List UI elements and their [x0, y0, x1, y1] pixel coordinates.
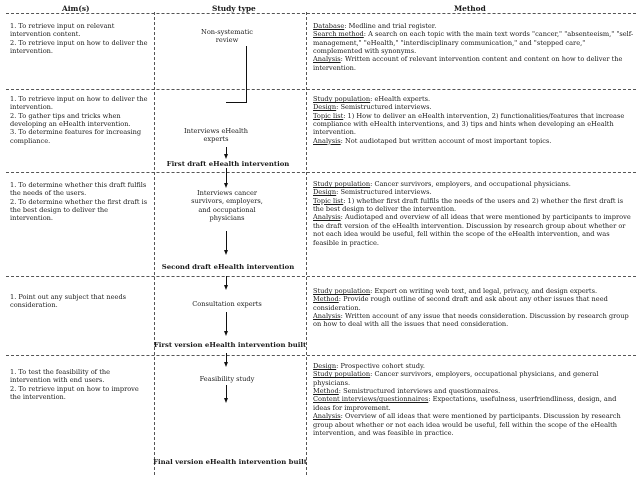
method-label: Search method — [313, 30, 364, 39]
method-text: : A search on each topic with the main text words "cancer," "absenteeism," "self-management," "eHealth," "interdisciplinary communication," and "stepped care," complemented with synonyms. — [313, 30, 634, 56]
row-5-study-type: Feasibility study — [199, 375, 255, 383]
method-text: : Prospective cohort study. — [336, 362, 425, 370]
method-label: Database — [313, 22, 345, 30]
method-text: : Semistructured interviews and questionnaires. — [338, 387, 501, 396]
aim-item: 1. To test the feasibility of the intervention with end users. — [10, 368, 111, 385]
method-text: : Audiotaped and overview of all ideas that were mentioned by participants to improve the draft version of the eHealth intervention. Discussion by research group about whether or not each idea would be useful, fell within the scope of the eHealth intervention, and was feasible in practice. — [313, 213, 631, 247]
flow-arrow-icon — [224, 154, 228, 159]
method-text: : Overview of all ideas that were mentioned by participants. Discussion by research group about whether or not each idea would be useful, fell within the scope of the eHealth intervention, and was feasible in practice. — [313, 412, 621, 437]
row-5-aims — [10, 368, 150, 401]
flow-line — [226, 168, 227, 184]
method-label: Method — [313, 387, 339, 396]
method-text: : Written account of any issue that needs consideration. Discussion by research group on how to deal with all the issues that need consideration. — [313, 312, 629, 329]
flow-arrow-icon — [224, 398, 228, 403]
row-2-study-type: Interviews eHealth experts — [184, 127, 248, 144]
row-5-method — [313, 362, 635, 437]
flow-arrow-icon — [224, 183, 228, 188]
flow-line — [226, 312, 227, 332]
method-text: : Written account of relevant intervention content and content on how to deliver the intervention. — [313, 55, 623, 72]
column-divider-1 — [154, 12, 155, 475]
row-4-study-type: Consultation experts — [192, 300, 262, 308]
method-label: Analysis — [313, 136, 341, 145]
aim-item: 3. To determine features for increasing compliance. — [10, 128, 142, 145]
method-text: : Semistructured interviews. — [336, 188, 432, 197]
method-label: Analysis — [313, 55, 341, 64]
row-4-aims — [10, 293, 150, 310]
row-5-output: Final version eHealth intervention built — [153, 458, 307, 466]
flow-arrow-icon — [224, 362, 228, 367]
aim-item: 2. To gather tips and tricks when developing an eHealth intervention. — [10, 111, 131, 129]
method-label: Method — [313, 295, 339, 304]
flow-line — [226, 231, 227, 251]
method-text: : Not audiotaped but written account of most important topics. — [340, 136, 552, 145]
row-divider-4 — [6, 355, 636, 356]
method-label: Study population — [313, 370, 371, 379]
method-text: : Cancer survivors, employers, occupational physicians, and general physicians. — [313, 370, 599, 387]
method-text: : 1) How to deliver an eHealth intervention, 2) functionalities/features that increase compliance with eHealth interventions, and 3) tips and hints when developing an eHealth intervention. — [313, 111, 625, 137]
row-2-method — [313, 95, 635, 145]
review-connector-line — [246, 46, 247, 102]
column-divider-2 — [306, 12, 307, 475]
row-divider-2 — [6, 172, 636, 173]
method-label: Design — [313, 103, 337, 112]
row-2-output: First draft eHealth intervention — [166, 160, 290, 168]
method-label: Topic list — [313, 196, 344, 205]
method-label: Study population — [313, 180, 371, 188]
method-text: : eHealth experts. — [370, 95, 431, 103]
aims-header: Aim(s) — [62, 4, 90, 13]
row-divider-1 — [6, 89, 636, 90]
aim-item: 1. To retrieve input on how to deliver the intervention. — [10, 95, 148, 112]
method-label: Study population — [313, 95, 371, 103]
method-text: : 1) whether first draft fulfils the needs of the users and 2) whether the first draft is the best design to deliver the intervention. — [313, 196, 624, 214]
method-text: : Semistructured interviews. — [336, 103, 432, 112]
flow-arrow-icon — [224, 285, 228, 290]
row-3-aims — [10, 181, 150, 223]
aim-item: 2. To determine whether the first draft is the best design to deliver the intervention. — [10, 197, 148, 223]
flow-line — [226, 385, 227, 399]
method-text: : Cancer survivors, employers, and occupational physicians. — [370, 180, 571, 188]
row-3-method — [313, 180, 635, 247]
row-divider-3 — [6, 276, 636, 277]
row-3-study-type: Interviews cancer survivors, employers, and occupational physicians — [191, 189, 263, 223]
row-1-aims — [10, 22, 150, 55]
method-label: Analysis — [313, 312, 341, 321]
aim-item: 1. To determine whether this draft fulfils the needs of the users. — [10, 181, 147, 198]
method-label: Analysis — [313, 213, 341, 222]
aim-item: 1. To retrieve input on relevant intervention content. — [10, 22, 115, 39]
aim-item: 2. To retrieve input on how to improve the intervention. — [10, 384, 139, 402]
method-label: Design — [313, 362, 337, 370]
method-text: : Medline and trial register. — [344, 22, 437, 30]
header-divider — [6, 13, 636, 14]
row-3-output: Second draft eHealth intervention — [161, 263, 295, 271]
row-4-method — [313, 287, 635, 329]
method-label: Design — [313, 188, 337, 197]
method-text: : Expert on writing web text, and legal, privacy, and design experts. — [370, 287, 598, 295]
method-label: Topic list — [313, 111, 344, 120]
row-1-method — [313, 22, 635, 72]
row-4-output: First version eHealth intervention built — [153, 341, 307, 349]
row-1-study-type: Non-systematic review — [201, 28, 253, 45]
method-label: Analysis — [313, 412, 341, 421]
aim-item: 1. Point out any subject that needs consideration. — [10, 293, 127, 310]
row-2-aims — [10, 95, 150, 145]
study-type-header: Study type — [212, 4, 256, 13]
flow-arrow-icon — [224, 250, 228, 255]
review-connector-line — [226, 102, 247, 103]
method-text: : Provide rough outline of second draft and ask about any other issues that need consideration. — [313, 295, 608, 312]
method-label: Study population — [313, 287, 371, 295]
method-text: : Expectations, usefulness, userfriendliness, design, and ideas for improvement. — [313, 395, 617, 412]
method-header: Method — [454, 4, 486, 13]
aim-item: 2. To retrieve input on how to deliver the intervention. — [10, 38, 148, 56]
flow-arrow-icon — [224, 331, 228, 336]
method-label: Content interviews/questionnaires — [313, 395, 429, 404]
